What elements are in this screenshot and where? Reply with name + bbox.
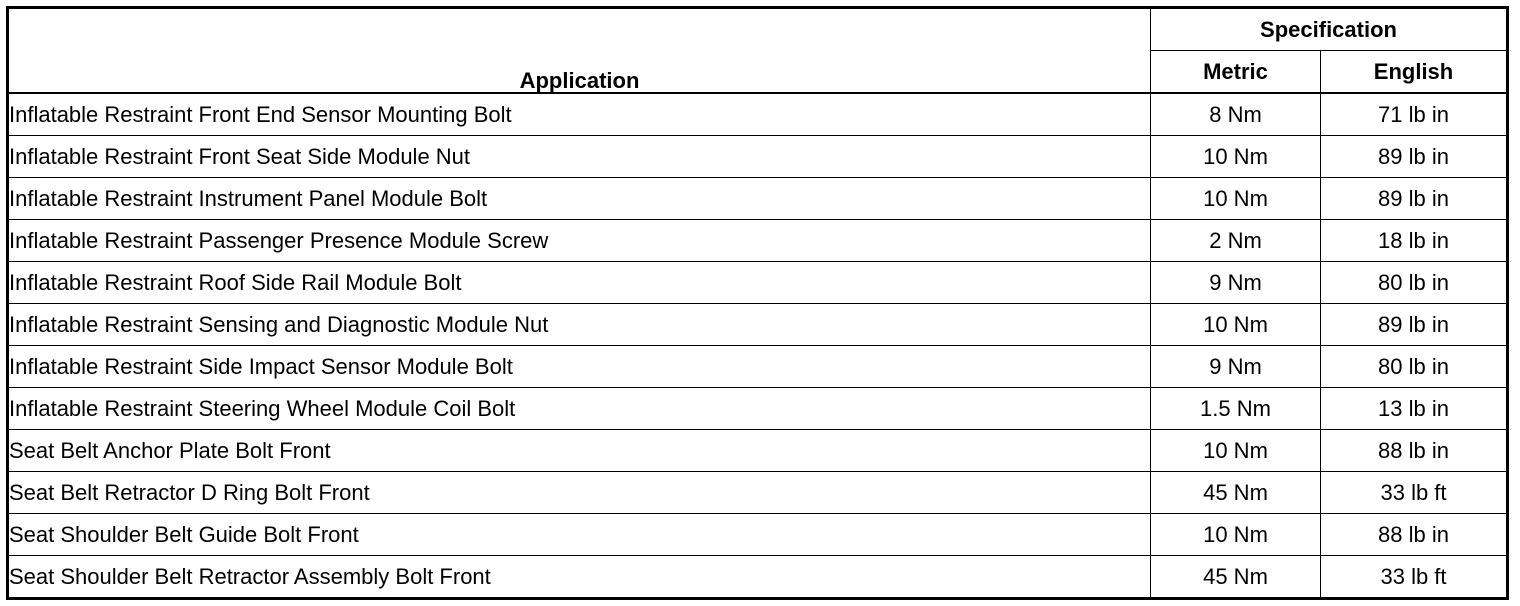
english-cell: 89 lb in bbox=[1321, 304, 1508, 346]
specification-header: Specification bbox=[1151, 8, 1508, 51]
english-cell: 89 lb in bbox=[1321, 136, 1508, 178]
header-row-group bbox=[8, 8, 1508, 51]
metric-cell: 45 Nm bbox=[1151, 556, 1321, 599]
table-row bbox=[8, 220, 1508, 262]
english-cell: 33 lb ft bbox=[1321, 556, 1508, 599]
application-cell: Inflatable Restraint Side Impact Sensor Module Bolt bbox=[8, 346, 1151, 388]
metric-cell: 10 Nm bbox=[1151, 136, 1321, 178]
table-row bbox=[8, 346, 1508, 388]
english-cell: 71 lb in bbox=[1321, 93, 1508, 136]
application-cell: Seat Belt Anchor Plate Bolt Front bbox=[8, 430, 1151, 472]
metric-cell: 45 Nm bbox=[1151, 472, 1321, 514]
metric-cell: 9 Nm bbox=[1151, 262, 1321, 304]
metric-cell: 9 Nm bbox=[1151, 346, 1321, 388]
table-row bbox=[8, 430, 1508, 472]
table-row bbox=[8, 178, 1508, 220]
application-cell: Inflatable Restraint Sensing and Diagnostic Module Nut bbox=[8, 304, 1151, 346]
table-row bbox=[8, 472, 1508, 514]
metric-cell: 2 Nm bbox=[1151, 220, 1321, 262]
english-cell: 80 lb in bbox=[1321, 346, 1508, 388]
english-cell: 89 lb in bbox=[1321, 178, 1508, 220]
application-cell: Seat Shoulder Belt Guide Bolt Front bbox=[8, 514, 1151, 556]
application-cell: Inflatable Restraint Passenger Presence Module Screw bbox=[8, 220, 1151, 262]
application-cell: Seat Shoulder Belt Retractor Assembly Bolt Front bbox=[8, 556, 1151, 599]
english-cell: 88 lb in bbox=[1321, 430, 1508, 472]
application-cell: Inflatable Restraint Roof Side Rail Module Bolt bbox=[8, 262, 1151, 304]
metric-cell: 10 Nm bbox=[1151, 430, 1321, 472]
application-cell: Inflatable Restraint Steering Wheel Module Coil Bolt bbox=[8, 388, 1151, 430]
application-cell: Seat Belt Retractor D Ring Bolt Front bbox=[8, 472, 1151, 514]
english-cell: 88 lb in bbox=[1321, 514, 1508, 556]
english-cell: 33 lb ft bbox=[1321, 472, 1508, 514]
english-cell: 18 lb in bbox=[1321, 220, 1508, 262]
metric-header: Metric bbox=[1151, 51, 1321, 94]
application-cell: Inflatable Restraint Instrument Panel Module Bolt bbox=[8, 178, 1151, 220]
table-row bbox=[8, 262, 1508, 304]
metric-cell: 8 Nm bbox=[1151, 93, 1321, 136]
english-cell: 80 lb in bbox=[1321, 262, 1508, 304]
table-row bbox=[8, 514, 1508, 556]
application-cell: Inflatable Restraint Front End Sensor Mounting Bolt bbox=[8, 93, 1151, 136]
table-row bbox=[8, 556, 1508, 599]
english-header: English bbox=[1321, 51, 1508, 94]
application-cell: Inflatable Restraint Front Seat Side Module Nut bbox=[8, 136, 1151, 178]
english-cell: 13 lb in bbox=[1321, 388, 1508, 430]
torque-spec-table bbox=[6, 6, 1509, 600]
metric-cell: 1.5 Nm bbox=[1151, 388, 1321, 430]
application-header: Application bbox=[8, 8, 1151, 94]
metric-cell: 10 Nm bbox=[1151, 178, 1321, 220]
table-row bbox=[8, 304, 1508, 346]
metric-cell: 10 Nm bbox=[1151, 304, 1321, 346]
table-row bbox=[8, 388, 1508, 430]
metric-cell: 10 Nm bbox=[1151, 514, 1321, 556]
table-row bbox=[8, 136, 1508, 178]
table-row bbox=[8, 93, 1508, 136]
